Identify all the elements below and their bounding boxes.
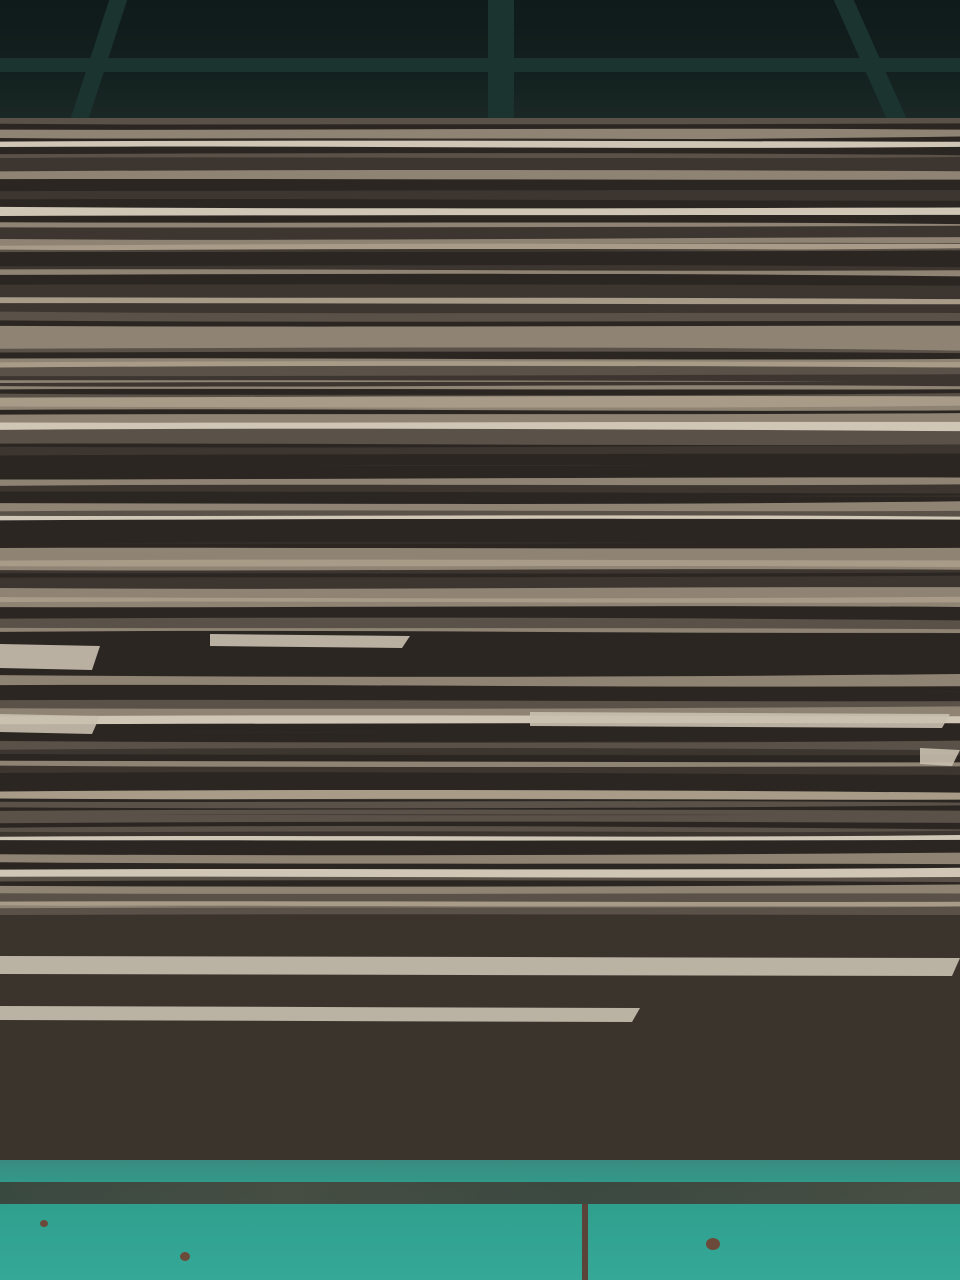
cardboard-sheet-edge (0, 389, 960, 395)
shelf-beam (0, 58, 960, 72)
rust-spot (706, 1238, 720, 1250)
cardboard-layers (0, 118, 960, 1168)
torn-sheet-flap (0, 644, 100, 670)
warehouse-background (0, 0, 960, 130)
pallet-seam (582, 1204, 588, 1280)
cardboard-sheet-edge (0, 901, 960, 906)
cardboard-sheet-edge (0, 790, 960, 800)
cardboard-sheet-edge (0, 907, 960, 915)
teal-pallet (0, 1160, 960, 1280)
torn-sheet-flap (0, 714, 100, 734)
shelf-post (488, 0, 514, 118)
torn-sheet-flap (210, 634, 410, 648)
torn-sheet-flap (0, 956, 960, 976)
cardboard-stack (0, 118, 960, 1168)
rust-spot (40, 1220, 48, 1227)
rust-spot (180, 1252, 190, 1261)
rust-band (0, 1182, 960, 1204)
cardboard-sheet-edge (0, 538, 960, 544)
torn-sheet-flap (0, 1006, 640, 1022)
cardboard-sheet-edge (0, 737, 960, 742)
torn-sheet-flap (530, 712, 950, 728)
cardboard-sheet-edge (0, 454, 960, 467)
